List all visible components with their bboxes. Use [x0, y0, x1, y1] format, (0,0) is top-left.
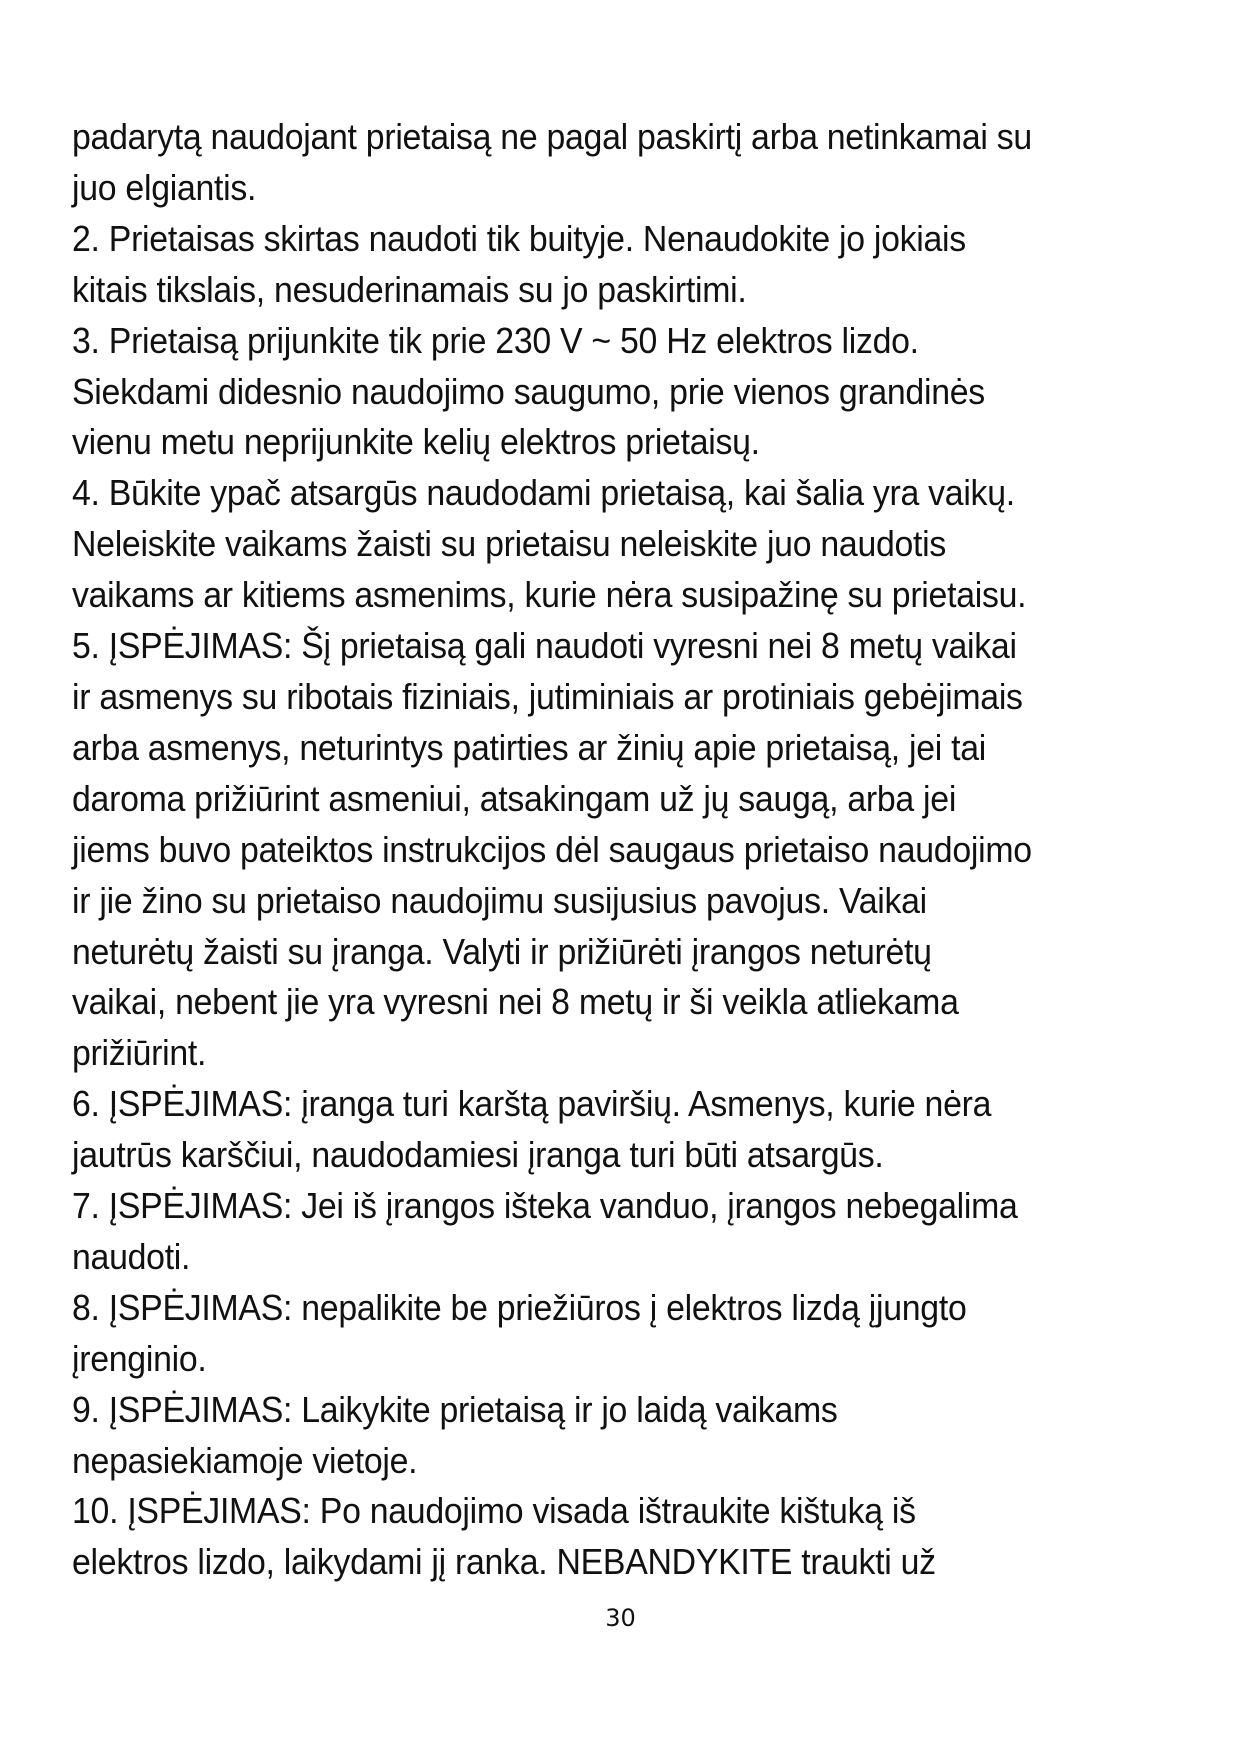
text-line: jautrūs karščiui, naudodamiesi įranga turi būti atsargūs. — [72, 1134, 884, 1176]
text-line: 2. Prietaisas skirtas naudoti tik buityje. Nenaudokite jo jokiais — [72, 217, 966, 259]
text-line: arba asmenys, neturintys patirties ar žinių apie prietaisą, jei tai — [72, 726, 987, 768]
text-line: neturėtų žaisti su įranga. Valyti ir prižiūrėti įrangos neturėtų — [72, 930, 932, 972]
text-line: 7. ĮSPĖJIMAS: Jei iš įrangos išteka vanduo, įrangos nebegalima — [72, 1185, 1018, 1227]
page-number: 30 — [605, 1604, 636, 1632]
text-line: 10. ĮSPĖJIMAS: Po naudojimo visada ištraukite kištuką iš — [72, 1490, 916, 1532]
text-line: 6. ĮSPĖJIMAS: įranga turi karštą paviršių. Asmenys, kurie nėra — [72, 1083, 992, 1125]
text-line: daroma prižiūrint asmeniui, atsakingam už jų saugą, arba jei — [72, 777, 957, 819]
text-line: ir jie žino su prietaiso naudojimu susijusius pavojus. Vaikai — [72, 879, 927, 921]
text-line: 9. ĮSPĖJIMAS: Laikykite prietaisą ir jo laidą vaikams — [72, 1388, 838, 1430]
text-line: kitais tikslais, nesuderinamais su jo paskirtimi. — [72, 268, 747, 310]
text-line: ir asmenys su ribotais fiziniais, jutiminiais ar protiniais gebėjimais — [72, 675, 1023, 717]
text-line: prižiūrint. — [72, 1032, 207, 1074]
text-line: elektros lizdo, laikydami jį ranka. NEBANDYKITE traukti už — [72, 1541, 936, 1583]
body-text — [72, 112, 1152, 1588]
text-line: 8. ĮSPĖJIMAS: nepalikite be priežiūros į elektros lizdą įjungto — [72, 1286, 967, 1328]
text-line: vaikams ar kitiems asmenims, kurie nėra susipažinę su prietaisu. — [72, 574, 1027, 616]
text-line: vaikai, nebent jie yra vyresni nei 8 metų ir ši veikla atliekama — [72, 981, 959, 1023]
text-line: 4. Būkite ypač atsargūs naudodami prietaisą, kai šalia yra vaikų. — [72, 472, 1015, 514]
text-line: Siekdami didesnio naudojimo saugumo, prie vienos grandinės — [72, 370, 985, 412]
text-line: Neleiskite vaikams žaisti su prietaisu neleiskite juo naudotis — [72, 523, 947, 565]
text-line: jiems buvo pateiktos instrukcijos dėl saugaus prietaiso naudojimo — [72, 828, 1032, 870]
text-line: 5. ĮSPĖJIMAS: Šį prietaisą gali naudoti vyresni nei 8 metų vaikai — [72, 625, 1017, 667]
text-line: 3. Prietaisą prijunkite tik prie 230 V ~ 50 Hz elektros lizdo. — [72, 319, 919, 361]
text-line: naudoti. — [72, 1235, 191, 1277]
text-line: vienu metu neprijunkite kelių elektros prietaisų. — [72, 421, 760, 463]
text-line: juo elgiantis. — [72, 166, 257, 208]
text-line: padarytą naudojant prietaisą ne pagal paskirtį arba netinkamai su — [72, 116, 1032, 157]
text-line: įrenginio. — [72, 1337, 207, 1379]
text-line: nepasiekiamoje vietoje. — [72, 1439, 418, 1481]
